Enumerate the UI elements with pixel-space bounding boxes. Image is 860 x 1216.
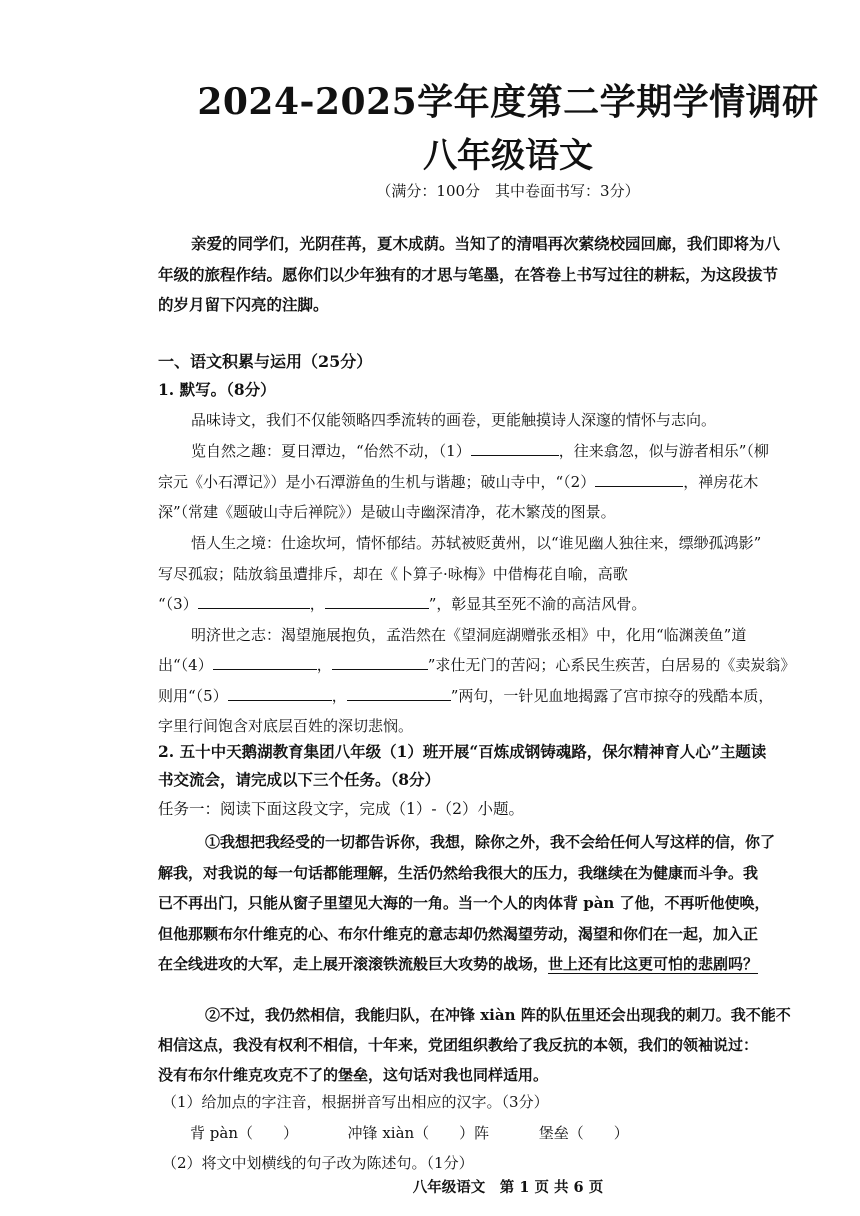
q1-text: ”两句，一针见血地揭露了宫市掠夺的残酷本质，: [450, 687, 774, 705]
passage-text: 在全线进攻的大军，走上展开滚滚铁流般巨大攻势的战场，: [158, 955, 549, 973]
passage-line: ①我想把我经受的一切都告诉你，我想，除你之外，我不会给任何人写这样的信，你了: [205, 833, 776, 851]
intro-line: 亲爱的同学们，光阴荏苒，夏木成荫。当知了的清唱再次萦绕校园回廊，我们即将为八: [191, 234, 781, 253]
q1-line: [158, 467, 758, 498]
q1-text: 出“（4）: [158, 656, 213, 674]
section-heading: 一、语文积累与运用（25分）: [158, 352, 373, 371]
q1-line: 悟人生之境：仕途坎坷，情怀郁结。苏轼被贬黄州，以“谁见幽人独往来，缥缈孤鸿影”: [191, 534, 762, 552]
q1-line: [158, 681, 773, 712]
pinyin-items: [190, 1118, 629, 1149]
q1-line: [158, 589, 646, 620]
passage-line: [158, 949, 758, 980]
answer-blank-3b[interactable]: [325, 593, 429, 609]
q1-text: ，: [331, 687, 347, 705]
answer-blank-4a[interactable]: [213, 654, 317, 670]
q1-line: 字里行间饱含对底层百姓的深切悲悯。: [158, 717, 414, 735]
page-footer: 八年级语文 第 1 页 共 6 页: [412, 1179, 604, 1196]
question-2-heading-cont: 书交流会，请完成以下三个任务。（8分）: [158, 770, 441, 789]
answer-blank-5b[interactable]: [347, 685, 451, 701]
q1-line: 写尽孤寂；陆放翁虽遭排斥，却在《卜算子·咏梅》中借梅花自喻，高歌: [158, 565, 628, 583]
q1-text: 则用“（5）: [158, 687, 228, 705]
exam-title: 2024-2025学年度第二学期学情调研: [197, 81, 819, 123]
answer-blank-2[interactable]: [595, 471, 683, 487]
q1-text: ，: [316, 656, 332, 674]
q1-text: ，禅房花木: [683, 473, 759, 491]
q1-line: 品味诗文，我们不仅能领略四季流转的画卷，更能触摸诗人深邃的情怀与志向。: [191, 411, 717, 429]
intro-line: 年级的旅程作结。愿你们以少年独有的才思与笔墨，在答卷上书写过往的耕耘，为这段拔节: [158, 265, 779, 284]
q1-line: [191, 436, 769, 467]
pinyin-item[interactable]: 堡垒（ ）: [538, 1124, 629, 1142]
q1-line: 深”（常建《题破山寺后禅院》）是破山寺幽深清净，花木繁茂的图景。: [158, 503, 616, 521]
passage-line: 已不再出门，只能从窗子里望见大海的一角。当一个人的肉体背 pàn 了他，不再听他使唤，: [158, 894, 770, 912]
q1-line: [158, 650, 795, 681]
answer-blank-4b[interactable]: [332, 654, 428, 670]
passage-line: 但他那颗布尔什维克的心、布尔什维克的意志却仍然渴望劳动，渴望和你们在一起，加入正: [158, 925, 759, 943]
q1-text: ，: [309, 595, 325, 613]
answer-blank-5a[interactable]: [228, 685, 332, 701]
question-2-heading: 2. 五十中天鹅湖教育集团八年级（1）班开展“百炼成钢铸魂路，保尔精神育人心”主题读: [158, 742, 767, 761]
sub-question-1: （1）给加点的字注音，根据拼音写出相应的汉字。（3分）: [162, 1093, 549, 1111]
intro-line: 的岁月留下闪亮的注脚。: [158, 295, 329, 314]
underlined-sentence: 世上还有比这更可怕的悲剧吗？: [548, 955, 759, 973]
passage-line: ②不过，我仍然相信，我能归队，在冲锋 xiàn 阵的队伍里还会出现我的刺刀。我不能不: [205, 1006, 791, 1024]
q1-text: “（3）: [158, 595, 198, 613]
q1-text: ”，彰显其至死不渝的高洁风骨。: [428, 595, 647, 613]
q1-line: 明济世之志：渴望施展抱负，孟浩然在《望洞庭湖赠张丞相》中，化用“临渊羡鱼”道: [191, 626, 747, 644]
exam-subject: 八年级语文: [423, 136, 593, 176]
score-note: （满分：100分 其中卷面书写：3分）: [376, 182, 640, 200]
passage-line: 没有布尔什维克攻克不了的堡垒，这句话对我也同样适用。: [158, 1066, 549, 1084]
sub-question-2: （2）将文中划横线的句子改为陈述句。（1分）: [162, 1154, 474, 1172]
passage-line: 解我，对我说的每一句话都能理解，生活仍然给我很大的压力，我继续在为健康而斗争。我: [158, 864, 759, 882]
task-1-heading: 任务一：阅读下面这段文字，完成（1）-（2）小题。: [158, 800, 524, 818]
q1-text: ”求仕无门的苦闷；心系民生疾苦，白居易的《卖炭翁》: [427, 656, 796, 674]
passage-line: 相信这点，我没有权利不相信，十年来，党团组织教给了我反抗的本领，我们的领袖说过：: [158, 1036, 759, 1054]
pinyin-item[interactable]: 背 pàn（ ）: [190, 1124, 298, 1142]
q1-text: 览自然之趣：夏日潭边，“佁然不动，（1）: [191, 442, 471, 460]
question-1-heading: 1. 默写。（8分）: [158, 380, 276, 399]
q1-text: ，往来翕忽，似与游者相乐”（柳: [558, 442, 769, 460]
answer-blank-3a[interactable]: [198, 593, 310, 609]
pinyin-item[interactable]: 冲锋 xiàn（ ）阵: [347, 1124, 490, 1142]
answer-blank-1[interactable]: [471, 440, 559, 456]
q1-text: 宗元《小石潭记》）是小石潭游鱼的生机与谐趣；破山寺中，“（2）: [158, 473, 596, 491]
